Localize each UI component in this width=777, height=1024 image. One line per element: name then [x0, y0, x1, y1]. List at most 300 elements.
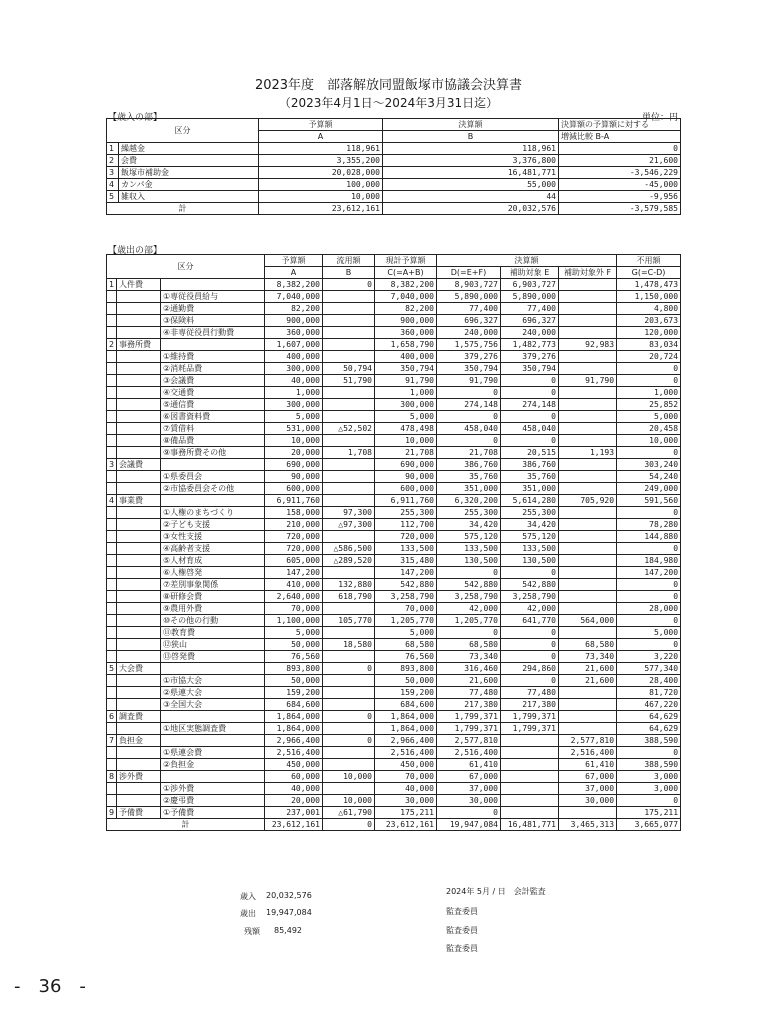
expense-row-subitem	[161, 771, 265, 783]
expense-row-d: 30,000	[437, 795, 501, 807]
expense-row-b: △586,500	[323, 543, 375, 555]
expense-row-name	[117, 363, 161, 375]
income-row-no: 2	[107, 155, 119, 167]
income-row-name: 会費	[119, 155, 259, 167]
expense-row-no	[107, 603, 117, 615]
expense-row	[107, 471, 681, 483]
expense-row-no	[107, 747, 117, 759]
expense-row-a: 40,000	[265, 783, 323, 795]
expense-row-no	[107, 435, 117, 447]
expense-row-f	[559, 807, 617, 819]
expense-row-e: 130,500	[501, 555, 559, 567]
expense-row-f	[559, 471, 617, 483]
expense-header-settled: 決算額	[437, 255, 617, 267]
expense-row-g: 144,880	[617, 531, 681, 543]
expense-row-name	[117, 687, 161, 699]
expense-row-c: 112,700	[375, 519, 437, 531]
document-title: 2023年度 部落解放同盟飯塚市協議会決算書	[254, 78, 523, 93]
expense-row	[107, 675, 681, 687]
expense-row-subitem: ②負担金	[161, 759, 265, 771]
expense-row-a: 2,516,400	[265, 747, 323, 759]
expense-row-d: 1,205,770	[437, 615, 501, 627]
expense-row-name: 調査費	[117, 711, 161, 723]
expense-row-name	[117, 387, 161, 399]
expense-row-no	[107, 591, 117, 603]
expense-row-subitem: ①専従役員給与	[161, 291, 265, 303]
income-header-settled-sub: B	[383, 131, 559, 143]
expense-row-subitem: ②市協委員会その他	[161, 483, 265, 495]
income-row	[107, 191, 681, 203]
income-row-no: 5	[107, 191, 119, 203]
expense-row-name	[117, 303, 161, 315]
expense-row-a: 237,001	[265, 807, 323, 819]
expense-row-subitem	[161, 663, 265, 675]
income-row-diff: 0	[559, 143, 681, 155]
expense-row-no	[107, 783, 117, 795]
income-row-diff: -45,000	[559, 179, 681, 191]
expense-row	[107, 339, 681, 351]
expense-row-g: 0	[617, 543, 681, 555]
expense-row-b	[323, 387, 375, 399]
expense-row-name: 負担金	[117, 735, 161, 747]
expense-row-f	[559, 387, 617, 399]
expense-row-b	[323, 783, 375, 795]
expense-row-no	[107, 759, 117, 771]
expense-row-f	[559, 591, 617, 603]
expense-row-g: 83,034	[617, 339, 681, 351]
expense-row-b	[323, 303, 375, 315]
expense-row-d: 696,327	[437, 315, 501, 327]
expense-row-b	[323, 759, 375, 771]
expense-row-d: 240,000	[437, 327, 501, 339]
expense-row-subitem	[161, 495, 265, 507]
expense-row-no: 5	[107, 663, 117, 675]
income-row	[107, 179, 681, 191]
expense-row-name	[117, 327, 161, 339]
expense-row-f	[559, 687, 617, 699]
expense-row-g: 184,980	[617, 555, 681, 567]
expense-row-e: 294,860	[501, 663, 559, 675]
expense-row-d: 542,880	[437, 579, 501, 591]
expense-row-no	[107, 399, 117, 411]
expense-row-b: 105,770	[323, 615, 375, 627]
expense-row-g: 0	[617, 747, 681, 759]
expense-row-subitem: ③会議費	[161, 375, 265, 387]
expense-row-subitem: ⑤人材育成	[161, 555, 265, 567]
expense-row-g: 3,000	[617, 783, 681, 795]
expense-row-b	[323, 315, 375, 327]
expense-row-f	[559, 423, 617, 435]
expense-row-c: 350,794	[375, 363, 437, 375]
expense-row-no	[107, 651, 117, 663]
income-header-settled: 決算額	[383, 119, 559, 131]
expense-row-f: 564,000	[559, 615, 617, 627]
expense-row-subitem: ②県連大会	[161, 687, 265, 699]
expense-row-name	[117, 783, 161, 795]
expense-row-no	[107, 387, 117, 399]
income-total-settled: 20,032,576	[383, 203, 559, 215]
expense-row-a: 8,382,200	[265, 279, 323, 291]
expense-row	[107, 747, 681, 759]
expense-header-budget-sub: A	[265, 267, 323, 279]
expense-row-f	[559, 507, 617, 519]
expense-row-no	[107, 375, 117, 387]
expense-row	[107, 615, 681, 627]
expense-row-no	[107, 483, 117, 495]
expense-row-name	[117, 543, 161, 555]
income-header-category: 区分	[107, 119, 259, 143]
expense-row-f: 92,983	[559, 339, 617, 351]
expense-row-a: 893,800	[265, 663, 323, 675]
expense-row-c: 175,211	[375, 807, 437, 819]
expense-row-g: 0	[617, 363, 681, 375]
expense-row-name: 事務所費	[117, 339, 161, 351]
expense-row-b	[323, 351, 375, 363]
expense-row-c: 10,000	[375, 435, 437, 447]
expense-row-a: 531,000	[265, 423, 323, 435]
expense-row-no	[107, 567, 117, 579]
expense-row-no	[107, 531, 117, 543]
expense-row-a: 70,000	[265, 603, 323, 615]
expense-row-a: 684,600	[265, 699, 323, 711]
income-row-no: 4	[107, 179, 119, 191]
expense-row-no	[107, 543, 117, 555]
expense-row-subitem: ⑨事務所費その他	[161, 447, 265, 459]
expense-row-no	[107, 447, 117, 459]
expense-row-b	[323, 291, 375, 303]
expense-row-name: 事業費	[117, 495, 161, 507]
expense-row-f	[559, 327, 617, 339]
expense-row-g: 591,560	[617, 495, 681, 507]
expense-header-row	[107, 255, 681, 267]
expense-row-d: 21,600	[437, 675, 501, 687]
expense-row-subitem: ④非専従役員行動費	[161, 327, 265, 339]
expense-row-name	[117, 423, 161, 435]
expense-row-no	[107, 579, 117, 591]
expense-row-e	[501, 771, 559, 783]
expense-row-c: 147,200	[375, 567, 437, 579]
expense-row-name: 人件費	[117, 279, 161, 291]
expense-row-c: 478,498	[375, 423, 437, 435]
expense-row-d: 2,516,400	[437, 747, 501, 759]
expense-row-f: 2,577,810	[559, 735, 617, 747]
expense-row-f	[559, 519, 617, 531]
expense-row-subitem: ①維持費	[161, 351, 265, 363]
expense-row-g: 78,280	[617, 519, 681, 531]
expense-row-d: 316,460	[437, 663, 501, 675]
expense-row-g: 0	[617, 591, 681, 603]
expense-row-subitem: ①人権のまちづくり	[161, 507, 265, 519]
expense-row-name	[117, 411, 161, 423]
income-row-name: カンパ金	[119, 179, 259, 191]
page-number: - 36 -	[14, 976, 86, 997]
expense-row-e: 255,300	[501, 507, 559, 519]
expense-header-transfer: 流用額	[323, 255, 375, 267]
expense-total-g: 3,665,077	[617, 819, 681, 831]
expense-row	[107, 663, 681, 675]
expense-row-e: 0	[501, 567, 559, 579]
expense-row-e: 133,500	[501, 543, 559, 555]
footer-auditor-3: 監査委員	[446, 944, 478, 953]
expense-row-no: 7	[107, 735, 117, 747]
expense-row-subitem: ⑦賃借料	[161, 423, 265, 435]
expense-row-f: 61,410	[559, 759, 617, 771]
expense-row-e: 77,400	[501, 303, 559, 315]
expense-row-g: 5,000	[617, 627, 681, 639]
expense-row-e	[501, 807, 559, 819]
expense-row-subitem: ⑫狭山	[161, 639, 265, 651]
expense-row	[107, 507, 681, 519]
expense-row-subitem: ⑧研修会費	[161, 591, 265, 603]
expense-row-g: 303,240	[617, 459, 681, 471]
expense-row-a: 410,000	[265, 579, 323, 591]
income-header-diff-sub: 増減比較 B-A	[559, 131, 681, 143]
expense-row-no	[107, 291, 117, 303]
expense-row-e: 0	[501, 375, 559, 387]
expense-row-c: 600,000	[375, 483, 437, 495]
expense-row-e: 0	[501, 651, 559, 663]
expense-row-d: 274,148	[437, 399, 501, 411]
expense-row-no: 1	[107, 279, 117, 291]
income-row-settled: 55,000	[383, 179, 559, 191]
expense-row-name: 予備費	[117, 807, 161, 819]
income-row-no: 3	[107, 167, 119, 179]
expense-row-a: 210,000	[265, 519, 323, 531]
expense-row-g: 0	[617, 579, 681, 591]
expense-row-a: 720,000	[265, 543, 323, 555]
expense-row	[107, 735, 681, 747]
expense-row-g: 4,800	[617, 303, 681, 315]
expense-row-name	[117, 375, 161, 387]
expense-total-row	[107, 819, 681, 831]
expense-row-g: 64,629	[617, 711, 681, 723]
expense-row-name	[117, 519, 161, 531]
expense-row-g: 0	[617, 795, 681, 807]
expense-row-d: 0	[437, 411, 501, 423]
expense-row-e: 0	[501, 639, 559, 651]
expense-row-e	[501, 795, 559, 807]
expense-row-name: 渉外費	[117, 771, 161, 783]
expense-row-subitem	[161, 339, 265, 351]
expense-row-subitem: ⑬啓発費	[161, 651, 265, 663]
expense-row-no	[107, 351, 117, 363]
expense-row-c: 1,864,000	[375, 723, 437, 735]
expense-row-g: 28,000	[617, 603, 681, 615]
expense-row-a: 300,000	[265, 363, 323, 375]
expense-row-d: 5,890,000	[437, 291, 501, 303]
expense-row-a: 1,864,000	[265, 723, 323, 735]
expense-row-d: 130,500	[437, 555, 501, 567]
expense-row-b	[323, 435, 375, 447]
expense-row-name	[117, 483, 161, 495]
expense-row-d: 77,480	[437, 687, 501, 699]
expense-row-e: 0	[501, 675, 559, 687]
expense-row-g: 388,590	[617, 735, 681, 747]
expense-row	[107, 591, 681, 603]
expense-row-a: 900,000	[265, 315, 323, 327]
footer-auditor-1: 監査委員	[446, 907, 478, 916]
expense-row-g: 3,000	[617, 771, 681, 783]
expense-row-d: 0	[437, 627, 501, 639]
income-header-diff: 決算額の予算額に対する	[559, 119, 681, 131]
expense-row-g: 577,340	[617, 663, 681, 675]
expense-row-subitem	[161, 735, 265, 747]
expense-row-g: 120,000	[617, 327, 681, 339]
expense-row-f	[559, 555, 617, 567]
expense-row-f	[559, 351, 617, 363]
expense-row-f: 30,000	[559, 795, 617, 807]
expense-row-no	[107, 303, 117, 315]
expense-row-d: 91,790	[437, 375, 501, 387]
expense-row-g: 20,458	[617, 423, 681, 435]
expense-header-unused: 不用額	[617, 255, 681, 267]
expense-row-c: 684,600	[375, 699, 437, 711]
expense-header-transfer-sub: B	[323, 267, 375, 279]
expense-row-c: 720,000	[375, 531, 437, 543]
expense-row-a: 2,640,000	[265, 591, 323, 603]
expense-row-c: 91,790	[375, 375, 437, 387]
expense-row-c: 6,911,760	[375, 495, 437, 507]
footer-balance-value: 85,492	[274, 926, 302, 935]
expense-row-f	[559, 627, 617, 639]
expense-row-no	[107, 639, 117, 651]
expense-row-d: 255,300	[437, 507, 501, 519]
expense-row-subitem: ⑥人権啓発	[161, 567, 265, 579]
expense-row-b	[323, 651, 375, 663]
expense-row-a: 600,000	[265, 483, 323, 495]
income-row	[107, 155, 681, 167]
expense-row-e: 6,903,727	[501, 279, 559, 291]
expense-row-a: 605,000	[265, 555, 323, 567]
expense-row-subitem: ④交通費	[161, 387, 265, 399]
expense-row-f	[559, 699, 617, 711]
income-body	[107, 143, 681, 203]
expense-row-e: 351,000	[501, 483, 559, 495]
footer-auditor-2: 監査委員	[446, 926, 478, 935]
expense-row-name	[117, 579, 161, 591]
expense-row-b	[323, 699, 375, 711]
expense-row-name	[117, 291, 161, 303]
expense-row-f	[559, 723, 617, 735]
expense-row-subitem	[161, 459, 265, 471]
expense-row-a: 690,000	[265, 459, 323, 471]
expense-row-c: 133,500	[375, 543, 437, 555]
expense-row	[107, 351, 681, 363]
expense-row-a: 7,040,000	[265, 291, 323, 303]
expense-row-c: 7,040,000	[375, 291, 437, 303]
expense-row	[107, 759, 681, 771]
expense-row-b	[323, 327, 375, 339]
income-row-settled: 3,376,800	[383, 155, 559, 167]
expense-row-c: 5,000	[375, 627, 437, 639]
expense-row-g: 81,720	[617, 687, 681, 699]
expense-row-no	[107, 555, 117, 567]
expense-row-a: 40,000	[265, 375, 323, 387]
expense-row-subitem: ⑨農用外費	[161, 603, 265, 615]
expense-row	[107, 651, 681, 663]
expense-row-subitem: ③保険料	[161, 315, 265, 327]
expense-row-b	[323, 459, 375, 471]
expense-header-e: 補助対象 E	[501, 267, 559, 279]
expense-header-d: D(=E+F)	[437, 267, 501, 279]
expense-row-f: 37,000	[559, 783, 617, 795]
expense-row-no	[107, 363, 117, 375]
expense-row-g: 203,673	[617, 315, 681, 327]
expense-row-subitem: ①予備費	[161, 807, 265, 819]
expense-row-c: 360,000	[375, 327, 437, 339]
expense-row-name	[117, 315, 161, 327]
footer-expense-value: 19,947,084	[266, 908, 312, 917]
expense-row-no	[107, 627, 117, 639]
expense-row-e: 0	[501, 435, 559, 447]
expense-row	[107, 327, 681, 339]
expense-row-no	[107, 423, 117, 435]
expense-row-g: 0	[617, 375, 681, 387]
expense-row-d: 0	[437, 567, 501, 579]
expense-row-name	[117, 639, 161, 651]
expense-row	[107, 579, 681, 591]
income-row-budget: 10,000	[259, 191, 383, 203]
footer-expense-label: 歳出	[240, 909, 256, 918]
income-row-diff: -9,956	[559, 191, 681, 203]
expense-row-no	[107, 315, 117, 327]
expense-header-current-sub: C(=A+B)	[375, 267, 437, 279]
expense-row-c: 82,200	[375, 303, 437, 315]
expense-row-e: 20,515	[501, 447, 559, 459]
expense-row-b: △97,300	[323, 519, 375, 531]
expense-row-a: 450,000	[265, 759, 323, 771]
expense-row-no	[107, 723, 117, 735]
expense-row-name: 会議費	[117, 459, 161, 471]
expense-row-d: 77,400	[437, 303, 501, 315]
expense-row-a: 50,000	[265, 675, 323, 687]
expense-row-a: 60,000	[265, 771, 323, 783]
expense-row-name	[117, 507, 161, 519]
expense-row	[107, 435, 681, 447]
expense-row	[107, 387, 681, 399]
expense-row-b: 1,708	[323, 447, 375, 459]
expense-row-d: 0	[437, 435, 501, 447]
expense-row-d: 73,340	[437, 651, 501, 663]
income-row-budget: 118,961	[259, 143, 383, 155]
expense-row-g: 5,000	[617, 411, 681, 423]
expense-row-name	[117, 723, 161, 735]
expense-row-c: 400,000	[375, 351, 437, 363]
expense-row-name	[117, 603, 161, 615]
expense-row-g: 0	[617, 615, 681, 627]
expense-row-d: 350,794	[437, 363, 501, 375]
expense-row-no: 4	[107, 495, 117, 507]
expense-row-b: 50,794	[323, 363, 375, 375]
expense-header-unused-sub: G(=C-D)	[617, 267, 681, 279]
expense-total-e: 16,481,771	[501, 819, 559, 831]
expense-row-c: 5,000	[375, 411, 437, 423]
expense-row-d: 67,000	[437, 771, 501, 783]
unit-label: 単位：円	[641, 113, 678, 123]
expense-row-b: △289,520	[323, 555, 375, 567]
expense-row-b	[323, 603, 375, 615]
expense-row-b	[323, 495, 375, 507]
expense-row-subitem: ②子ども支援	[161, 519, 265, 531]
expense-row-a: 720,000	[265, 531, 323, 543]
expense-row-b: 0	[323, 279, 375, 291]
expense-row-b: 0	[323, 663, 375, 675]
expense-row-no	[107, 699, 117, 711]
expense-row-a: 1,100,000	[265, 615, 323, 627]
expense-row-b: 0	[323, 735, 375, 747]
expense-row-c: 3,258,790	[375, 591, 437, 603]
expense-row-subitem: ③女性支援	[161, 531, 265, 543]
